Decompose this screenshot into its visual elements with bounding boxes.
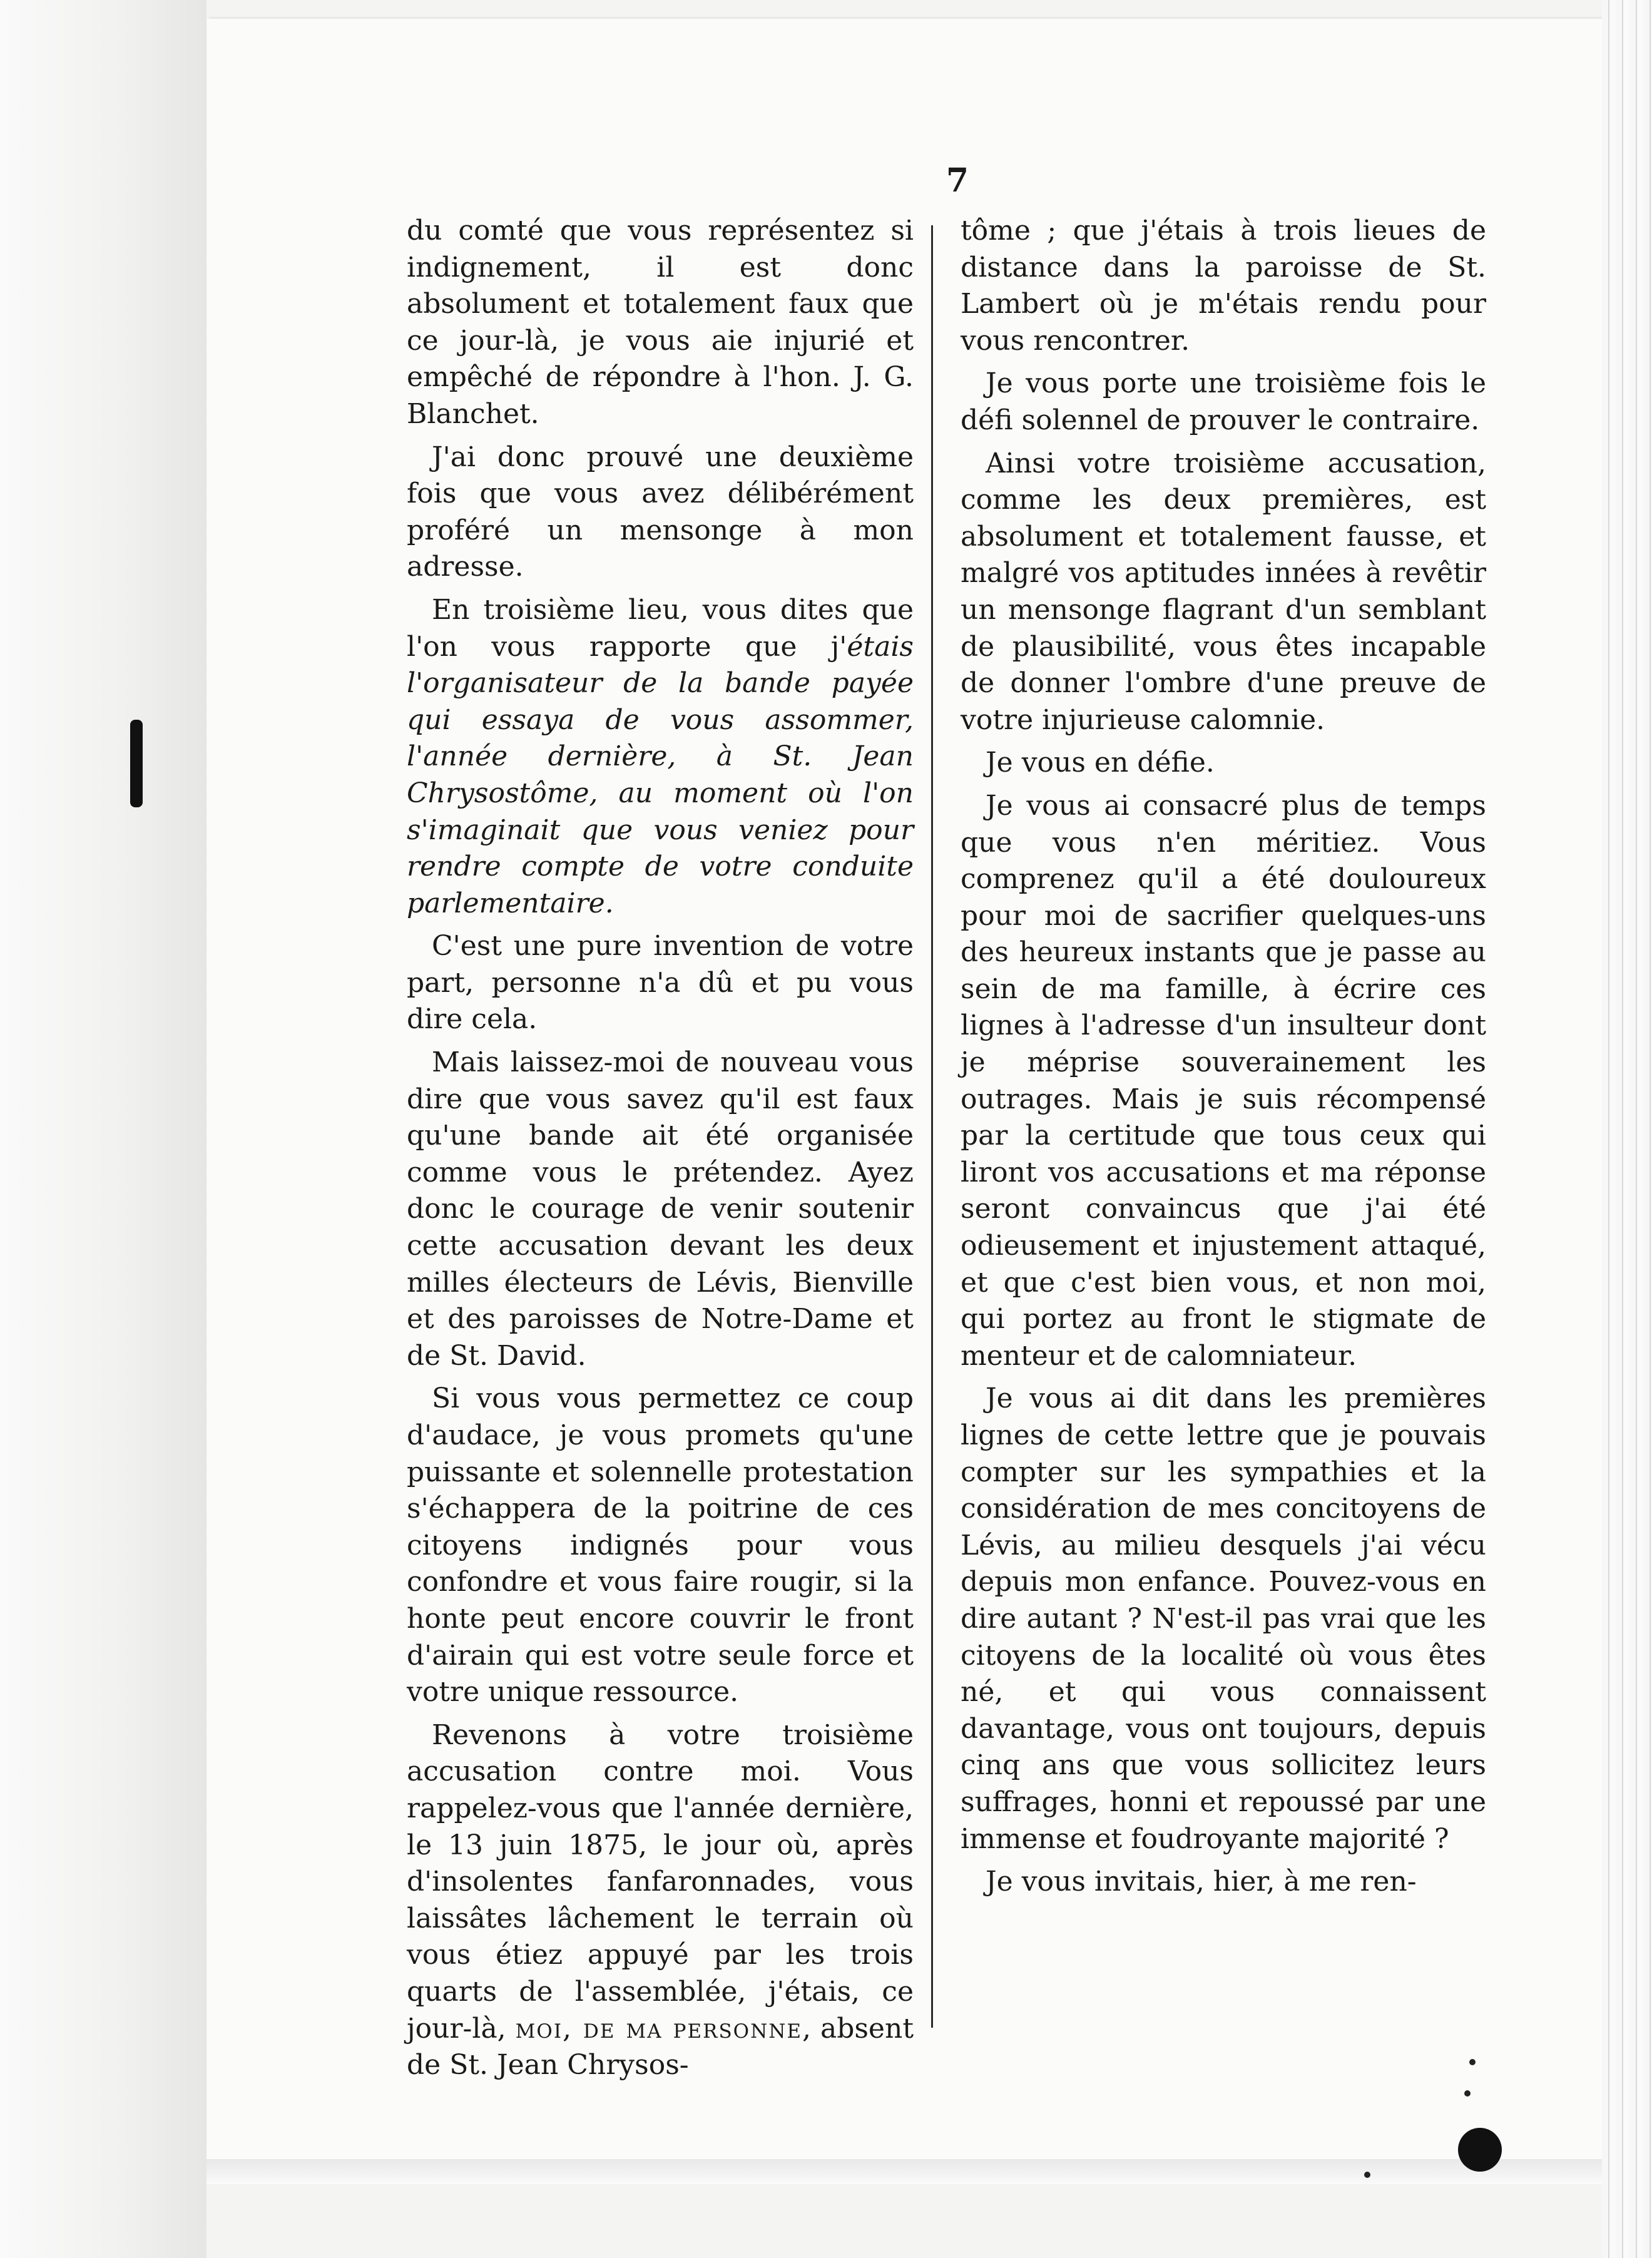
paragraph: tôme ; que j'étais à trois lieues de distance dans la paroisse de St. Lambert où je m'étais rendu pour vous rencontrer. <box>961 215 1486 357</box>
page-number: 7 <box>946 161 969 200</box>
ink-speck <box>1364 2172 1370 2178</box>
paragraph: du comté que vous représentez si indignement, il est donc absolument et totalement faux que ce jour-là, je vous aie injurié et empêché de répondre à l'hon. J. G. Blanchet. <box>407 215 914 430</box>
page-bottom-edge <box>206 2159 1602 2184</box>
paragraph-lead: Revenons à votre troisième accusation contre moi. Vous rappelez-vous que l'année dernière, le 13 juin 1875, le jour où, après d'insolentes fanfaronnades, vous laissâtes lâchement le terrain où vous étiez appuyé par les trois quarts de l'assemblée, j'étais, ce jour-là, <box>407 1719 914 2045</box>
paragraph-lead: En troisième lieu, vous dites que l'on vous rapporte que j' <box>407 593 914 663</box>
paragraph: C'est une pure invention de votre part, personne n'a dû et pu vous dire cela. <box>407 930 914 1036</box>
paragraph: Je vous en défie. <box>986 747 1215 779</box>
scan-background-left <box>0 0 206 2258</box>
paragraph: Je vous ai dit dans les premières lignes de cette lettre que je pouvais compter sur les sympathies et la considération de mes concitoyens de Lévis, au milieu desquels j'ai vécu depuis mon enfance. Pouvez-vous en dire autant ? N'est-il pas vrai que les citoyens de la localité où vous êtes né, et qui vous connaissent davantage, vous ont toujours, depuis cinq ans que vous sollicitez leurs suffrages, honni et repoussé par une immense et foudroyante majorité ? <box>961 1382 1486 1855</box>
paragraph: Ainsi votre troisième accusation, comme les deux premières, est absolument et totalement fausse, et malgré vos aptitudes innées à revêtir un mensonge flagrant d'un semblant de plausibilité, vous êtes incapable de donner l'ombre d'une preuve de votre injurieuse calomnie. <box>961 447 1486 736</box>
paragraph-tail: , absent de St. Jean Chrysos- <box>407 2012 914 2082</box>
paragraph <box>407 1717 914 2084</box>
column-divider <box>931 225 933 2028</box>
paragraph: Mais laissez-moi de nouveau vous dire que vous savez qu'il est faux qu'une bande ait été organisée comme vous le prétendez. Ayez donc le courage de venir soutenir cette accusation devant les deux milles électeurs de Lévis, Bienville et des paroisses de Notre-Dame et de St. David. <box>407 1046 914 1372</box>
paragraph: Je vous ai consacré plus de temps que vous n'en méritiez. Vous comprenez qu'il a été douloureux pour moi de sacrifier quelques-uns des heureux instants que je passe au sein de ma famille, à écrire ces lignes à l'adresse d'un insulteur dont je méprise souverainement les outrages. Mais je suis récompensé par la certitude que tous ceux qui liront vos accusations et ma réponse seront convaincus que j'ai été odieusement et injustement attaqué, et que c'est bien vous, et non moi, qui portez au front le stigmate de menteur et de calomniateur. <box>961 789 1486 1372</box>
paragraph: J'ai donc prouvé une deuxième fois que vous avez délibérément proféré un mensonge à mon adresse. <box>407 441 914 583</box>
paragraph: Si vous vous permettez ce coup d'audace, je vous promets qu'une puissante et solennelle protestation s'échappera de la poitrine de ces citoyens indignés pour vous confondre et vous faire rougir, si la honte peut encore couvrir le front d'airain qui est votre seule force et votre unique ressource. <box>407 1382 914 1709</box>
emphasis-smallcaps: moi, de ma personne <box>515 2012 802 2045</box>
paragraph: Je vous porte une troisième fois le défi solennel de prouver le contraire. <box>961 367 1486 436</box>
right-column <box>961 213 1486 1901</box>
ink-speck <box>1464 2090 1471 2097</box>
ink-blot <box>1458 2128 1502 2172</box>
ink-speck <box>1469 2059 1476 2065</box>
paragraph: Je vous invitais, hier, à me ren- <box>986 1866 1417 1898</box>
quoted-accusation: étais l'organisateur de la bande payée qui essaya de vous assommer, l'année dernière, à St. Jean Chrysostôme, au moment où l'on s'imaginait que vous veniez pour rendre compte de votre conduite parlementaire. <box>407 630 914 919</box>
left-column <box>407 213 914 2084</box>
paragraph <box>407 592 914 922</box>
scan-artifact-mark <box>130 720 143 807</box>
page-stack-edge <box>1602 0 1652 2258</box>
